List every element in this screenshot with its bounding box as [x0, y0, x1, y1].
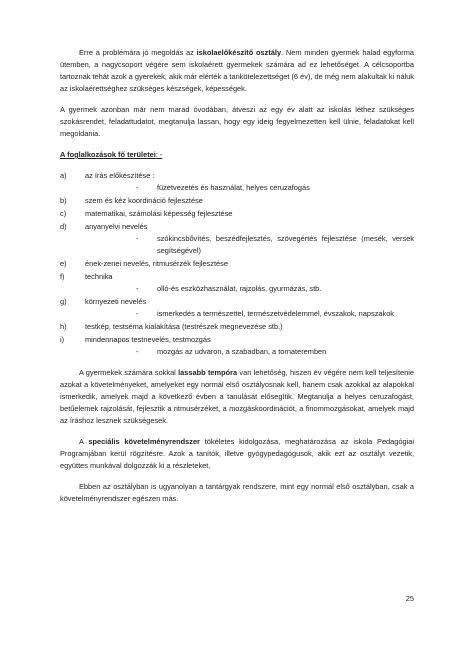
bold-term: lassabb tempóra — [178, 368, 238, 377]
sub-list-item — [136, 233, 414, 257]
sub-list-item — [136, 308, 414, 320]
dash-bullet: - — [136, 183, 139, 192]
bold-term: iskolaelőkészítő osztály — [196, 48, 282, 57]
sub-list-item — [136, 182, 414, 194]
list-item-label: a) — [60, 171, 67, 180]
list-item — [60, 195, 414, 207]
list-item-label: c) — [60, 209, 67, 218]
sub-list-text: szókincsbővítés, beszédfejlesztés, szövegértés fejlesztése (mesék, versek segítségével) — [157, 234, 414, 255]
paragraph-requirements: A speciális követelményrendszer tökéletes kidolgozása, meghatározása az iskola Pedagógiai Programjában kerül rögzítésre. Azok a tanítók, illetve gyógypedagógusok, akik ezt az osztályt vezetik, együttes munkával dolgozzák ki a részleteket. — [60, 437, 414, 470]
list-item — [60, 258, 414, 270]
list-item — [60, 170, 414, 194]
list-item-text: mindennapos testnevelés, testmozgás — [85, 335, 211, 344]
dash-bullet: - — [136, 234, 139, 243]
sub-list — [85, 346, 414, 358]
paragraph-intro: Erre a problémára jó megoldás az iskolaelőkészítő osztály. Nem minden gyermek halad egyforma ütemben, a nagycsoport végére sem iskolaérett gyermekek számára ad ez lehetőséget. A célcsoportba tartoznak tehát azok a gyerekek, akik már elérték a tankötelezettséget (6 év), de még nem alakultak ki náluk az iskolaérettséghez szükséges készségek, képességek. — [60, 48, 414, 93]
dash-bullet: - — [136, 347, 139, 356]
list-item-text: az írás előkészítése : — [85, 171, 155, 180]
activity-areas-list — [60, 170, 414, 358]
list-item — [60, 208, 414, 220]
paragraph-school-habits: A gyermek azonban már nem marad óvodában, átveszi az egy év alatt az iskolás léthez szükséges szokásrendet, feladattudatot, megtanulja lassan, hogy egy ideig fegyelmezetten kell ülnie, feladatokat kell megoldania. — [60, 105, 414, 138]
sub-list-text: ismerkedés a természettel, természetvédelemmel, évszakok, napszakok — [157, 309, 395, 318]
list-item-text: szem és kéz koordináció fejlesztése — [85, 196, 203, 205]
sub-list-item — [136, 346, 414, 358]
list-item-text: környezeti nevelés — [85, 297, 147, 306]
list-item — [60, 296, 414, 320]
paragraph-tempo: A gyermekek számára sokkal lassabb tempóra van lehetőség, hiszen év végére nem kell teljesítenie azokat a követelményeket, amelyeket egy normál első osztályosnak kell, hanem csak azokkal az alapokkal ismerkedik, amelyek majd a következő évben a tanulását elősegítik. Megtanulja a helyes ceruzafogást, betűelemek rajzolását, fejlesztik a ritmusérzéket, a mozgáskoordinációt, a finommozgásokat, amelyek majd az íráshoz lesznek szükségesek. — [60, 368, 415, 425]
section-heading: A foglalkozások fő területei: - — [60, 150, 163, 159]
list-item-label: f) — [60, 272, 65, 281]
dash-bullet: - — [136, 284, 139, 293]
paragraph-subjects: Ebben az osztályban is ugyanolyan a tantárgyak rendszere, mint egy normál első osztályban, csak a követelményrendszer egészen más. — [60, 482, 414, 503]
list-item-label: i) — [60, 335, 65, 344]
bold-term: speciális követelményrendszer — [88, 437, 200, 446]
list-item — [60, 221, 414, 257]
sub-list — [85, 308, 414, 320]
list-item-label: d) — [60, 222, 67, 231]
sub-list — [85, 182, 414, 194]
list-item-text: matematikai, számolási képesség fejlesztése — [85, 209, 233, 218]
list-item — [60, 334, 414, 358]
sub-list-text: mozgás az udvaron, a szabadban, a tornateremben — [157, 347, 327, 356]
list-item-label: b) — [60, 196, 67, 205]
list-item-text: anyanyelvi nevelés — [85, 222, 148, 231]
list-item-label: g) — [60, 297, 67, 306]
sub-list-text: olló-és eszközhasználat, rajzolás, gyurmázás, stb. — [157, 284, 322, 293]
sub-list-text: füzetvezetés és használat, helyes ceruzafogás — [157, 183, 310, 192]
list-item-text: technika — [85, 272, 113, 281]
sub-list-item — [136, 283, 414, 295]
list-item-label: h) — [60, 322, 67, 331]
list-item — [60, 271, 414, 295]
list-item-label: e) — [60, 259, 67, 268]
sub-list — [85, 283, 414, 295]
list-item — [60, 321, 414, 333]
page-number: 25 — [405, 594, 414, 603]
dash-bullet: - — [136, 309, 139, 318]
sub-list — [85, 233, 414, 257]
list-item-text: testkép, testséma kialakítása (testrészek megnevezése stb.) — [85, 322, 283, 331]
list-item-text: ének-zenei nevelés, ritmusérzék fejlesztése — [85, 259, 228, 268]
